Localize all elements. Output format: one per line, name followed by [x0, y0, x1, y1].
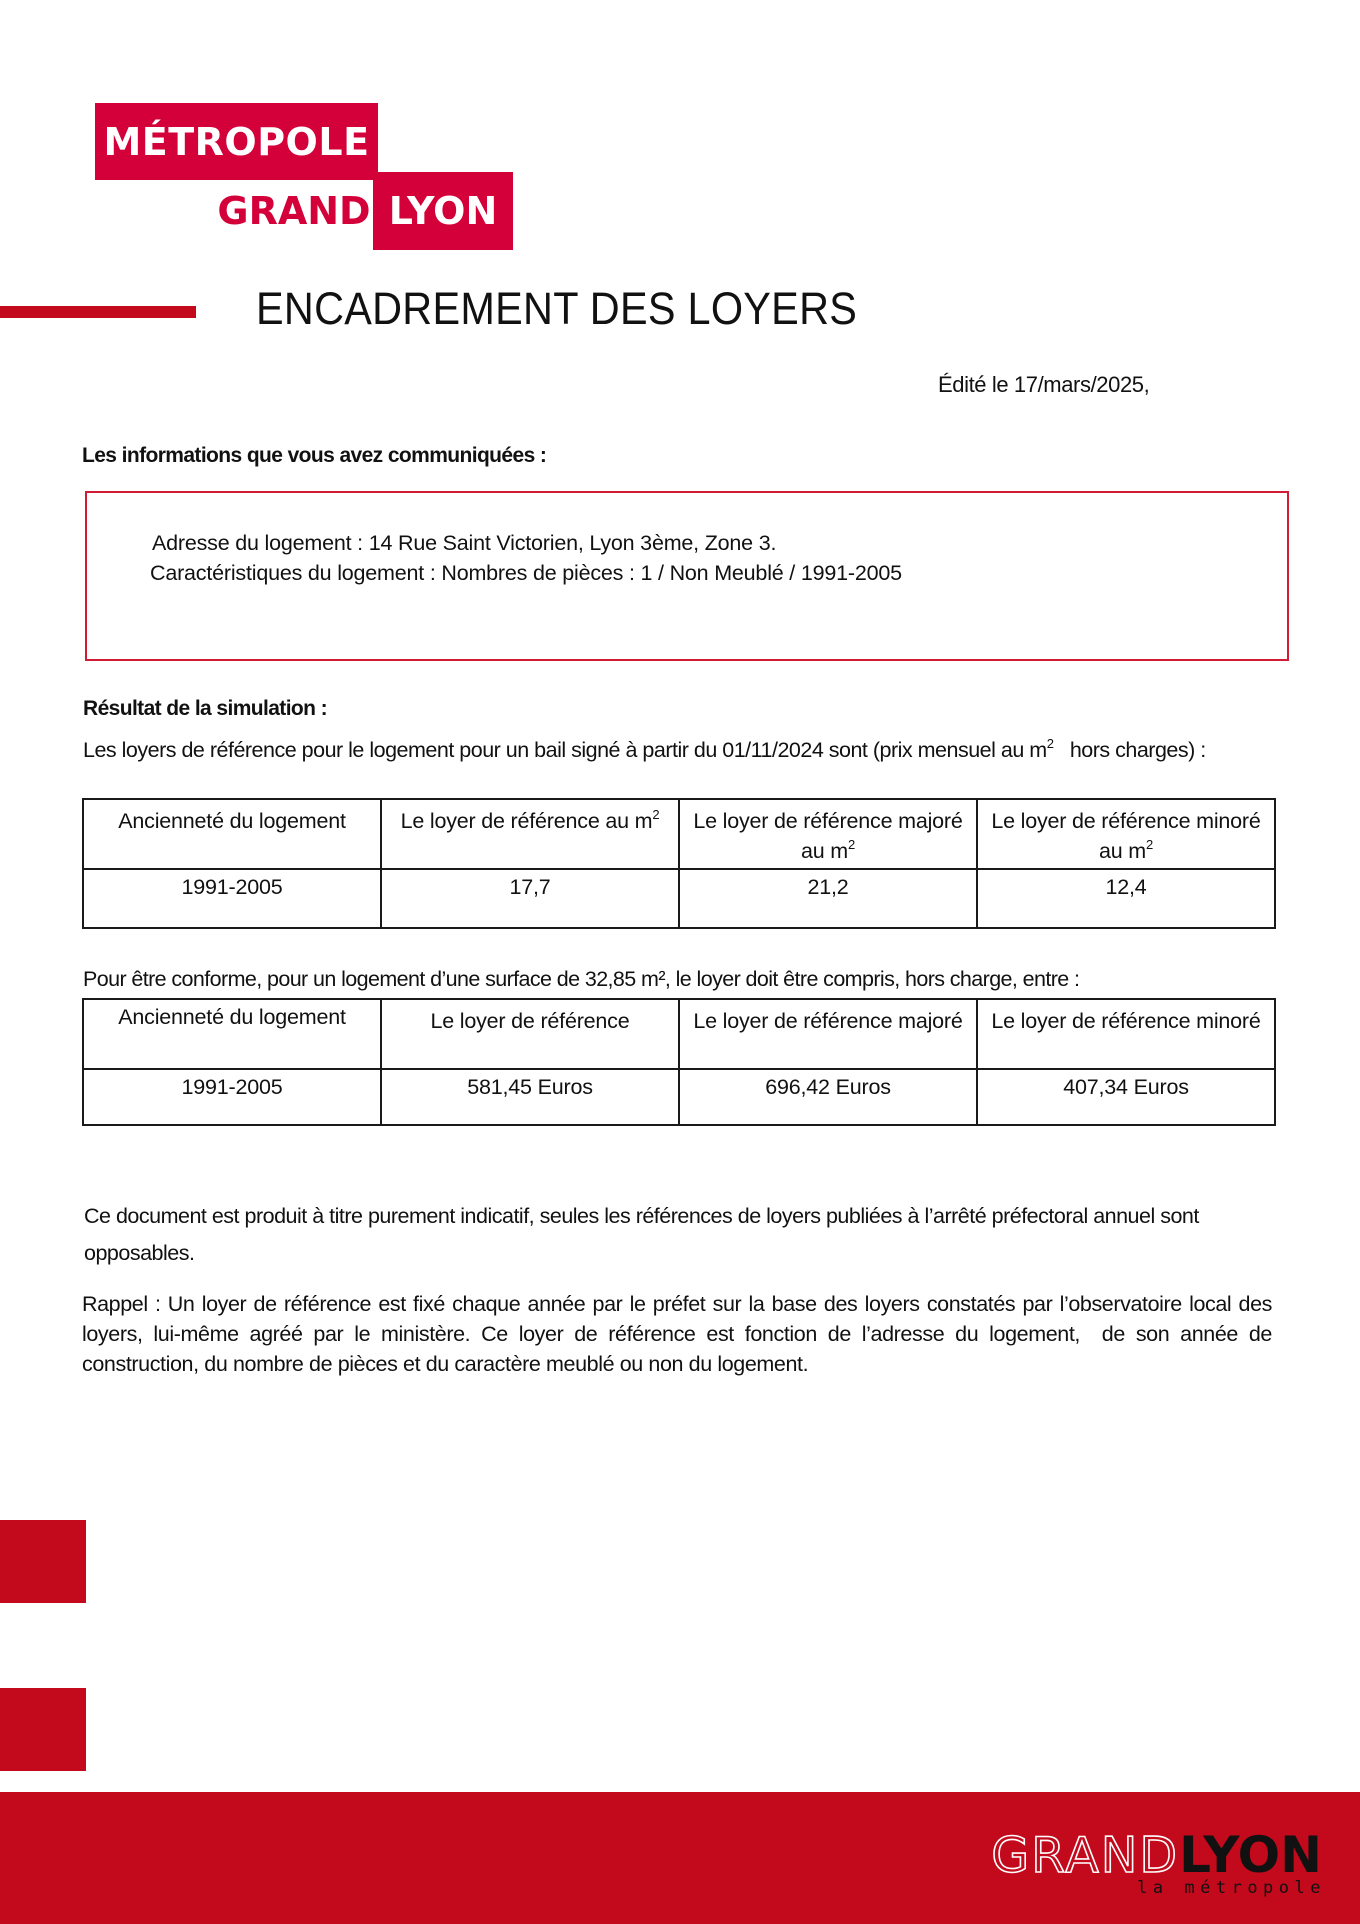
footer-logo	[991, 1826, 1326, 1898]
footer-logo-grand: GRAND	[991, 1827, 1180, 1884]
result-intro	[83, 734, 1233, 766]
decorative-red-block	[0, 1520, 86, 1603]
edit-date: Édité le 17/mars/2025,	[938, 372, 1150, 397]
info-heading: Les informations que vous avez communiquées :	[82, 444, 547, 467]
logo-lyon-text: LYON	[388, 189, 498, 233]
table-cell-age: 1991-2005	[83, 1069, 381, 1125]
logo-lyon-block	[373, 172, 513, 250]
page-title: ENCADREMENT DES LOYERS	[256, 283, 858, 334]
conformity-text: Pour être conforme, pour un logement d’une surface de 32,85 m², le loyer doit être compris, hors charge, entre :	[83, 967, 1080, 991]
housing-features: Caractéristiques du logement : Nombres de pièces : 1 / Non Meublé / 1991-2005	[150, 561, 902, 585]
logo-grand-text: GRAND	[217, 189, 371, 233]
table-cell-reduced: 407,34 Euros	[977, 1069, 1275, 1125]
table-header-row	[83, 799, 1275, 869]
footer-logo-subtitle: la métropole	[1137, 1878, 1326, 1898]
table-cell-reference: 581,45 Euros	[381, 1069, 679, 1125]
logo-metropole-block	[95, 103, 378, 180]
table-cell-age: 1991-2005	[83, 869, 381, 928]
superscript: 2	[1046, 736, 1054, 751]
table-cell-reduced: 12,4	[977, 869, 1275, 928]
table-row	[83, 869, 1275, 928]
result-heading: Résultat de la simulation :	[83, 697, 328, 720]
table-cell-increased: 696,42 Euros	[679, 1069, 977, 1125]
table-header-cell: Le loyer de référence au $m^2$	[381, 799, 679, 869]
result-intro-text: Les loyers de référence pour le logement pour un bail signé à partir du 01/11/2024 sont (prix mensuel au m	[83, 738, 1047, 762]
table-header-cell: Ancienneté du logement	[83, 799, 381, 869]
decorative-red-block	[0, 1688, 86, 1771]
table-cell-increased: 21,2	[679, 869, 977, 928]
disclaimer-text: Ce document est produit à titre purement indicatif, seules les références de loyers publiées à l’arrêté préfectoral annuel sont opposables.	[84, 1204, 1199, 1265]
housing-address: Adresse du logement : 14 Rue Saint Victorien, Lyon 3ème, Zone 3.	[152, 531, 777, 555]
rent-total-table	[82, 998, 1276, 1126]
table-header-cell: Le loyer de référence majoré au $m^2$	[679, 799, 977, 869]
info-box	[85, 491, 1289, 661]
footer-logo-wordmark	[991, 1826, 1322, 1884]
table-header-cell: Ancienneté du logement	[83, 999, 381, 1069]
table-header-cell: Le loyer de référence minoré au $m^2$	[977, 799, 1275, 869]
footer-band	[0, 1792, 1360, 1924]
title-accent-bar	[0, 306, 196, 318]
footer-logo-lyon: LYON	[1179, 1826, 1322, 1884]
table-header-row	[83, 999, 1275, 1069]
table-cell-reference: 17,7	[381, 869, 679, 928]
table-row	[83, 1069, 1275, 1125]
table-header-cell: Le loyer de référence minoré	[977, 999, 1275, 1069]
rent-per-m2-table	[82, 798, 1276, 929]
result-intro-text-end: hors charges) :	[1053, 738, 1206, 762]
logo-metropole-text: MÉTROPOLE	[103, 119, 370, 164]
table-header-cell: Le loyer de référence majoré	[679, 999, 977, 1069]
reminder-text: Rappel : Un loyer de référence est fixé chaque année par le préfet sur la base des loyers constatés par l’observatoire local des loyers, lui-même agréé par le ministère. Ce loyer de référence est fonction de l’adresse du logement, de son année de construction, du nombre de pièces et du caractère meublé ou non du logement.	[82, 1292, 1278, 1376]
table-header-cell: Le loyer de référence	[381, 999, 679, 1069]
